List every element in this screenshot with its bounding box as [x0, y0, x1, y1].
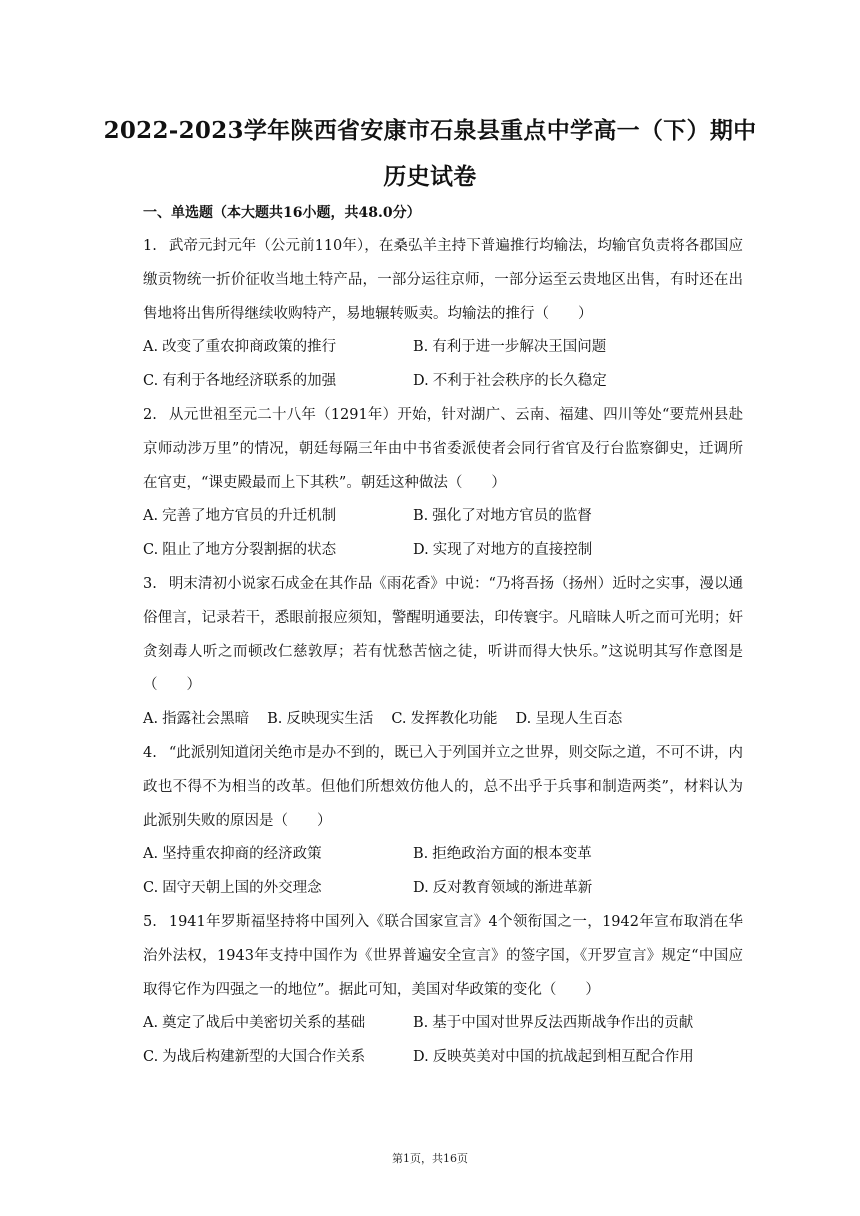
option-a[interactable] [143, 703, 249, 737]
question-text: 明末清初小说家石成金在其作品《雨花香》中说：“乃将吾扬（扬州）近时之实事，漫以通俗俚言，记录若干，悉眼前报应须知，警醒明通要法，印传寰宇。凡暗昧人听之而可光明；奸贪刻毒人听之而顿改仁慈敦厚；若有忧愁苦恼之徒，听讲而得大快乐。”这说明其写作意图是（ ） [143, 575, 743, 694]
options [143, 1007, 743, 1075]
option-text: 反对教育领域的渐进革新 [432, 880, 593, 897]
option-letter: B. [413, 846, 429, 863]
question-stem [143, 230, 743, 331]
question-1 [143, 230, 743, 399]
question-text: 从元世祖至元二十八年（1291年）开始，针对湖广、云南、福建、四川等处“要荒州县赴京师动涉万里”的情况，朝廷每隔三年由中书省委派使者会同行省官及行台监察御史，迁调所在官吏，“课吏殿最而上下其秩”。朝廷这种做法（ ） [143, 406, 743, 491]
option-letter: C. [143, 1049, 159, 1066]
question-number: 2. [143, 406, 157, 423]
options [143, 500, 743, 568]
option-text: 阻止了地方分裂割据的状态 [162, 542, 337, 559]
option-d[interactable] [413, 872, 743, 906]
option-letter: B. [413, 339, 429, 356]
exam-title: 2022-2023学年陕西省安康市石泉县重点中学高一（下）期中历史试卷 [103, 117, 757, 190]
option-letter: C. [143, 542, 159, 559]
option-letter: D. [413, 880, 429, 897]
option-letter: D. [413, 1049, 429, 1066]
section-header: 一、单选题（本大题共16小题，共48.0分） [143, 205, 421, 221]
option-text: 发挥教化功能 [410, 711, 498, 728]
question-stem [143, 906, 743, 1007]
option-b[interactable] [413, 838, 743, 872]
option-text: 强化了对地方官员的监督 [432, 508, 592, 525]
option-text: 不利于社会秩序的长久稳定 [432, 373, 607, 390]
option-text: 有利于进一步解决王国问题 [432, 339, 607, 356]
option-text: 拒绝政治方面的根本变革 [432, 846, 592, 863]
option-letter: C. [143, 880, 159, 897]
option-b[interactable] [413, 500, 743, 534]
option-text: 指露社会黑暗 [162, 711, 250, 728]
question-2 [143, 399, 743, 568]
question-3 [143, 568, 743, 737]
question-text: “此派别知道闭关绝市是办不到的，既已入于列国并立之世界，则交际之道，不可不讲，内政也不得不为相当的改革。但他们所想效仿他人的，总不出乎于兵事和制造两类”，材料认为此派别失败的原因是（ ） [143, 744, 743, 829]
options [143, 703, 743, 737]
option-letter: A. [143, 508, 159, 525]
question-number: 5. [143, 913, 157, 930]
option-text: 反映现实生活 [286, 711, 374, 728]
question-stem [143, 399, 743, 500]
question-number: 1. [143, 238, 157, 254]
option-c[interactable] [143, 1041, 413, 1075]
options [143, 331, 743, 399]
option-letter: D. [515, 711, 532, 728]
option-d[interactable] [413, 1041, 743, 1075]
option-d[interactable] [516, 703, 623, 737]
option-c[interactable] [391, 703, 497, 737]
option-letter: B. [267, 711, 283, 728]
question-list [143, 230, 743, 1075]
option-letter: A. [143, 711, 159, 728]
option-text: 反映英美对中国的抗战起到相互配合作用 [432, 1049, 694, 1066]
option-letter: B. [413, 1015, 429, 1032]
question-text: 1941年罗斯福坚持将中国列入《联合国家宣言》4个领衔国之一，1942年宣布取消在华治外法权，1943年支持中国作为《世界普遍安全宣言》的签字国，《开罗宣言》规定“中国应取得它作为四强之一的地位”。据此可知，美国对华政策的变化（ ） [143, 913, 743, 998]
option-text: 固守天朝上国的外交理念 [162, 880, 322, 897]
option-text: 完善了地方官员的升迁机制 [162, 508, 337, 525]
option-letter: A. [143, 339, 159, 356]
option-text: 坚持重农抑商的经济政策 [162, 846, 322, 863]
option-text: 基于中国对世界反法西斯战争作出的贡献 [432, 1015, 694, 1032]
option-a[interactable] [143, 1007, 413, 1041]
option-d[interactable] [413, 534, 743, 568]
option-letter: D. [413, 373, 429, 390]
question-4 [143, 737, 743, 906]
option-c[interactable] [143, 365, 413, 399]
option-text: 为战后构建新型的大国合作关系 [162, 1049, 366, 1066]
option-text: 有利于各地经济联系的加强 [162, 373, 337, 390]
option-c[interactable] [143, 872, 413, 906]
question-number: 4. [143, 744, 157, 761]
option-b[interactable] [413, 331, 743, 365]
option-b[interactable] [413, 1007, 743, 1041]
page-footer: 第1页，共16页 [392, 1152, 468, 1165]
option-a[interactable] [143, 500, 413, 534]
option-b[interactable] [267, 703, 373, 737]
option-text: 奠定了战后中美密切关系的基础 [162, 1015, 366, 1032]
question-stem [143, 737, 743, 838]
option-a[interactable] [143, 838, 413, 872]
option-d[interactable] [413, 365, 743, 399]
option-letter: B. [413, 508, 429, 525]
options [143, 838, 743, 906]
question-stem [143, 568, 743, 703]
option-letter: C. [143, 373, 159, 390]
option-text: 呈现人生百态 [535, 711, 623, 728]
question-number: 3. [143, 575, 157, 592]
option-letter: A. [143, 846, 159, 863]
option-a[interactable] [143, 331, 413, 365]
option-letter: A. [143, 1015, 159, 1032]
question-5 [143, 906, 743, 1075]
option-text: 实现了对地方的直接控制 [432, 542, 593, 559]
option-c[interactable] [143, 534, 413, 568]
option-letter: C. [391, 711, 407, 728]
option-text: 改变了重农抑商政策的推行 [162, 339, 337, 356]
option-letter: D. [413, 542, 429, 559]
question-text: 武帝元封元年（公元前110年），在桑弘羊主持下普遍推行均输法，均输官负责将各郡国应缴贡物统一折价征收当地土特产品，一部分运往京师，一部分运至云贵地区出售，有时还在出售地将出售所得继续收购特产，易地辗转贩卖。均输法的推行（ ） [143, 238, 743, 322]
